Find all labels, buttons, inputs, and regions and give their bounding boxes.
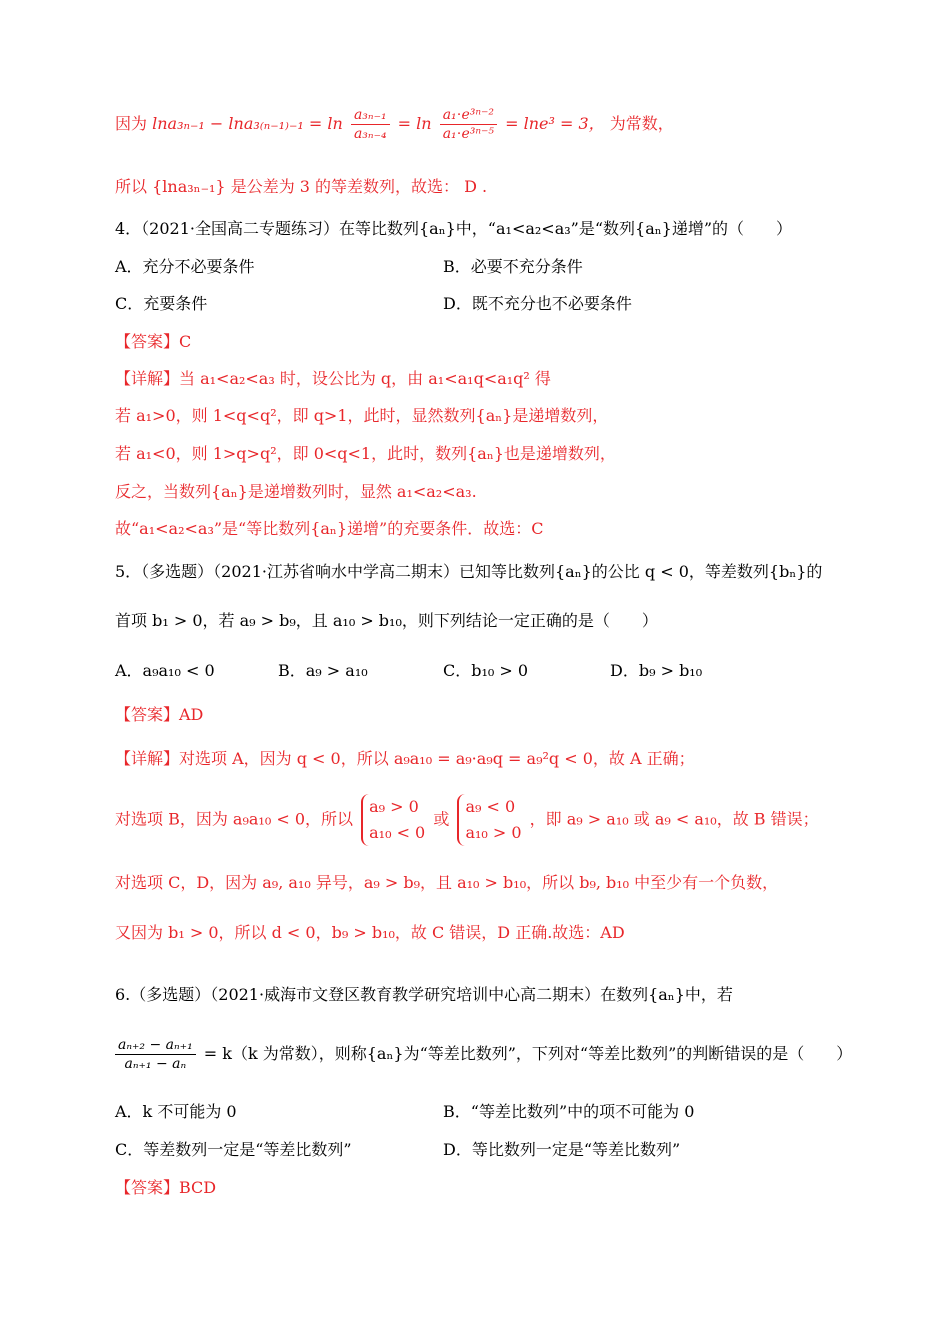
inequality-system-2: a₉ < 0 a₁₀ > 0: [457, 794, 521, 846]
q4-detail-4: 反之，当数列{aₙ}是递增数列时，显然 a₁<a₂<a₃.: [115, 482, 477, 501]
q4-detail-2: 若 a₁>0，则 1<q<q²，即 q>1，此时，显然数列{aₙ}是递增数列，: [115, 406, 609, 425]
q5-option-b: B．a₉ > a₁₀: [278, 661, 368, 680]
q4-detail-1: 【详解】当 a₁<a₂<a₃ 时，设公比为 q，由 a₁<a₁q<a₁q² 得: [115, 369, 551, 388]
inequality-system-1: a₉ > 0 a₁₀ < 0: [361, 794, 425, 846]
q6-option-b: B．“等差比数列”中的项不可能为 0: [443, 1102, 695, 1121]
solution-line-2: 所以 {lna₃ₙ₋₁} 是公差为 3 的等差数列，故选： D .: [115, 177, 488, 196]
question-5-stem-2: 首项 b₁ > 0，若 a₉ > b₉，且 a₁₀ > b₁₀，则下列结论一定正确的是（ ）: [115, 611, 658, 630]
q4-detail-5: 故“a₁<a₂<a₃”是“等比数列{aₙ}递增”的充要条件．故选：C: [115, 519, 544, 538]
q4-option-a: A．充分不必要条件: [115, 257, 255, 276]
q5-option-d: D．b₉ > b₁₀: [610, 661, 703, 680]
q5-option-c: C．b₁₀ > 0: [443, 661, 529, 680]
q6-option-c: C．等差数列一定是“等差比数列”: [115, 1140, 352, 1159]
q5-detail-1: 【详解】对选项 A，因为 q < 0，所以 a₉a₁₀ = a₉·a₉q = a₉²q < 0，故 A 正确；: [115, 749, 695, 768]
q4-answer: 【答案】C: [115, 332, 192, 351]
q4-option-d: D．既不充分也不必要条件: [443, 294, 632, 313]
q5-detail-2: 对选项 B，因为 a₉a₁₀ < 0，所以 a₉ > 0 a₁₀ < 0 或 a₉ < 0 a₁₀ > 0 ，即 a₉ > a₁₀ 或 a₉ < a₁₀，故 B 错误；: [115, 794, 819, 846]
question-6-stem-1: 6.（多选题）（2021·威海市文登区教育教学研究培训中心高二期末）在数列{aₙ}中，若: [115, 985, 733, 1004]
fraction-2: $\frac{\text{a₁⋅e³ⁿ⁻²}}{\text{a₁⋅e³ⁿ⁻⁵}}$: [440, 106, 497, 143]
q5-detail-3: 对选项 C，D，因为 a₉, a₁₀ 异号，a₉ > b₉，且 a₁₀ > b₁₀，所以 b₉, b₁₀ 中至少有一个负数，: [115, 873, 779, 892]
solution-line-1: 因为 lna₃ₙ₋₁ − lna₃₍ₙ₋₁₎₋₁ = ln $\frac{\text{a₃ₙ₋₁}}{\text{a₃ₙ₋₄}}$ = ln $\frac{\text{a₁⋅e³ⁿ⁻²}}{\text{a₁⋅e³ⁿ⁻⁵}}$ = lne³ = 3， 为常数，: [115, 107, 674, 142]
q4-option-c: C．充要条件: [115, 294, 208, 313]
q6-option-a: A．k 不可能为 0: [115, 1102, 237, 1121]
ratio-fraction: $\frac{\text{aₙ₊₂ − aₙ₊₁}}{\text{aₙ₊₁ − aₙ}}$: [115, 1036, 196, 1073]
question-6-stem-2: $\frac{\text{aₙ₊₂ − aₙ₊₁}}{\text{aₙ₊₁ − aₙ}}$ = k（k 为常数），则称{aₙ}为“等差比数列”，下列对“等差比数列”的判断错误的是（ ）: [115, 1036, 852, 1073]
q6-option-d: D．等比数列一定是“等差比数列”: [443, 1140, 681, 1159]
question-4-stem: 4．（2021·全国高二专题练习）在等比数列{aₙ}中，“a₁<a₂<a₃”是“数列{aₙ}递增”的（ ）: [115, 219, 793, 238]
formula-part: lna₃ₙ₋₁ − lna₃₍ₙ₋₁₎₋₁ = ln: [152, 114, 343, 133]
q5-answer: 【答案】AD: [115, 705, 204, 724]
q4-option-b: B．必要不充分条件: [443, 257, 583, 276]
fraction-1: $\frac{\text{a₃ₙ₋₁}}{\text{a₃ₙ₋₄}}$: [351, 106, 390, 143]
q4-detail-3: 若 a₁<0，则 1>q>q²，即 0<q<1，此时，数列{aₙ}也是递增数列，: [115, 444, 616, 463]
q5-detail-4: 又因为 b₁ > 0，所以 d < 0，b₉ > b₁₀，故 C 错误，D 正确.故选：AD: [115, 923, 625, 942]
q6-answer: 【答案】BCD: [115, 1178, 217, 1197]
q5-option-a: A．a₉a₁₀ < 0: [115, 661, 215, 680]
question-5-stem-1: 5．（多选题）（2021·江苏省响水中学高二期末）已知等比数列{aₙ}的公比 q < 0，等差数列{bₙ}的: [115, 562, 823, 581]
